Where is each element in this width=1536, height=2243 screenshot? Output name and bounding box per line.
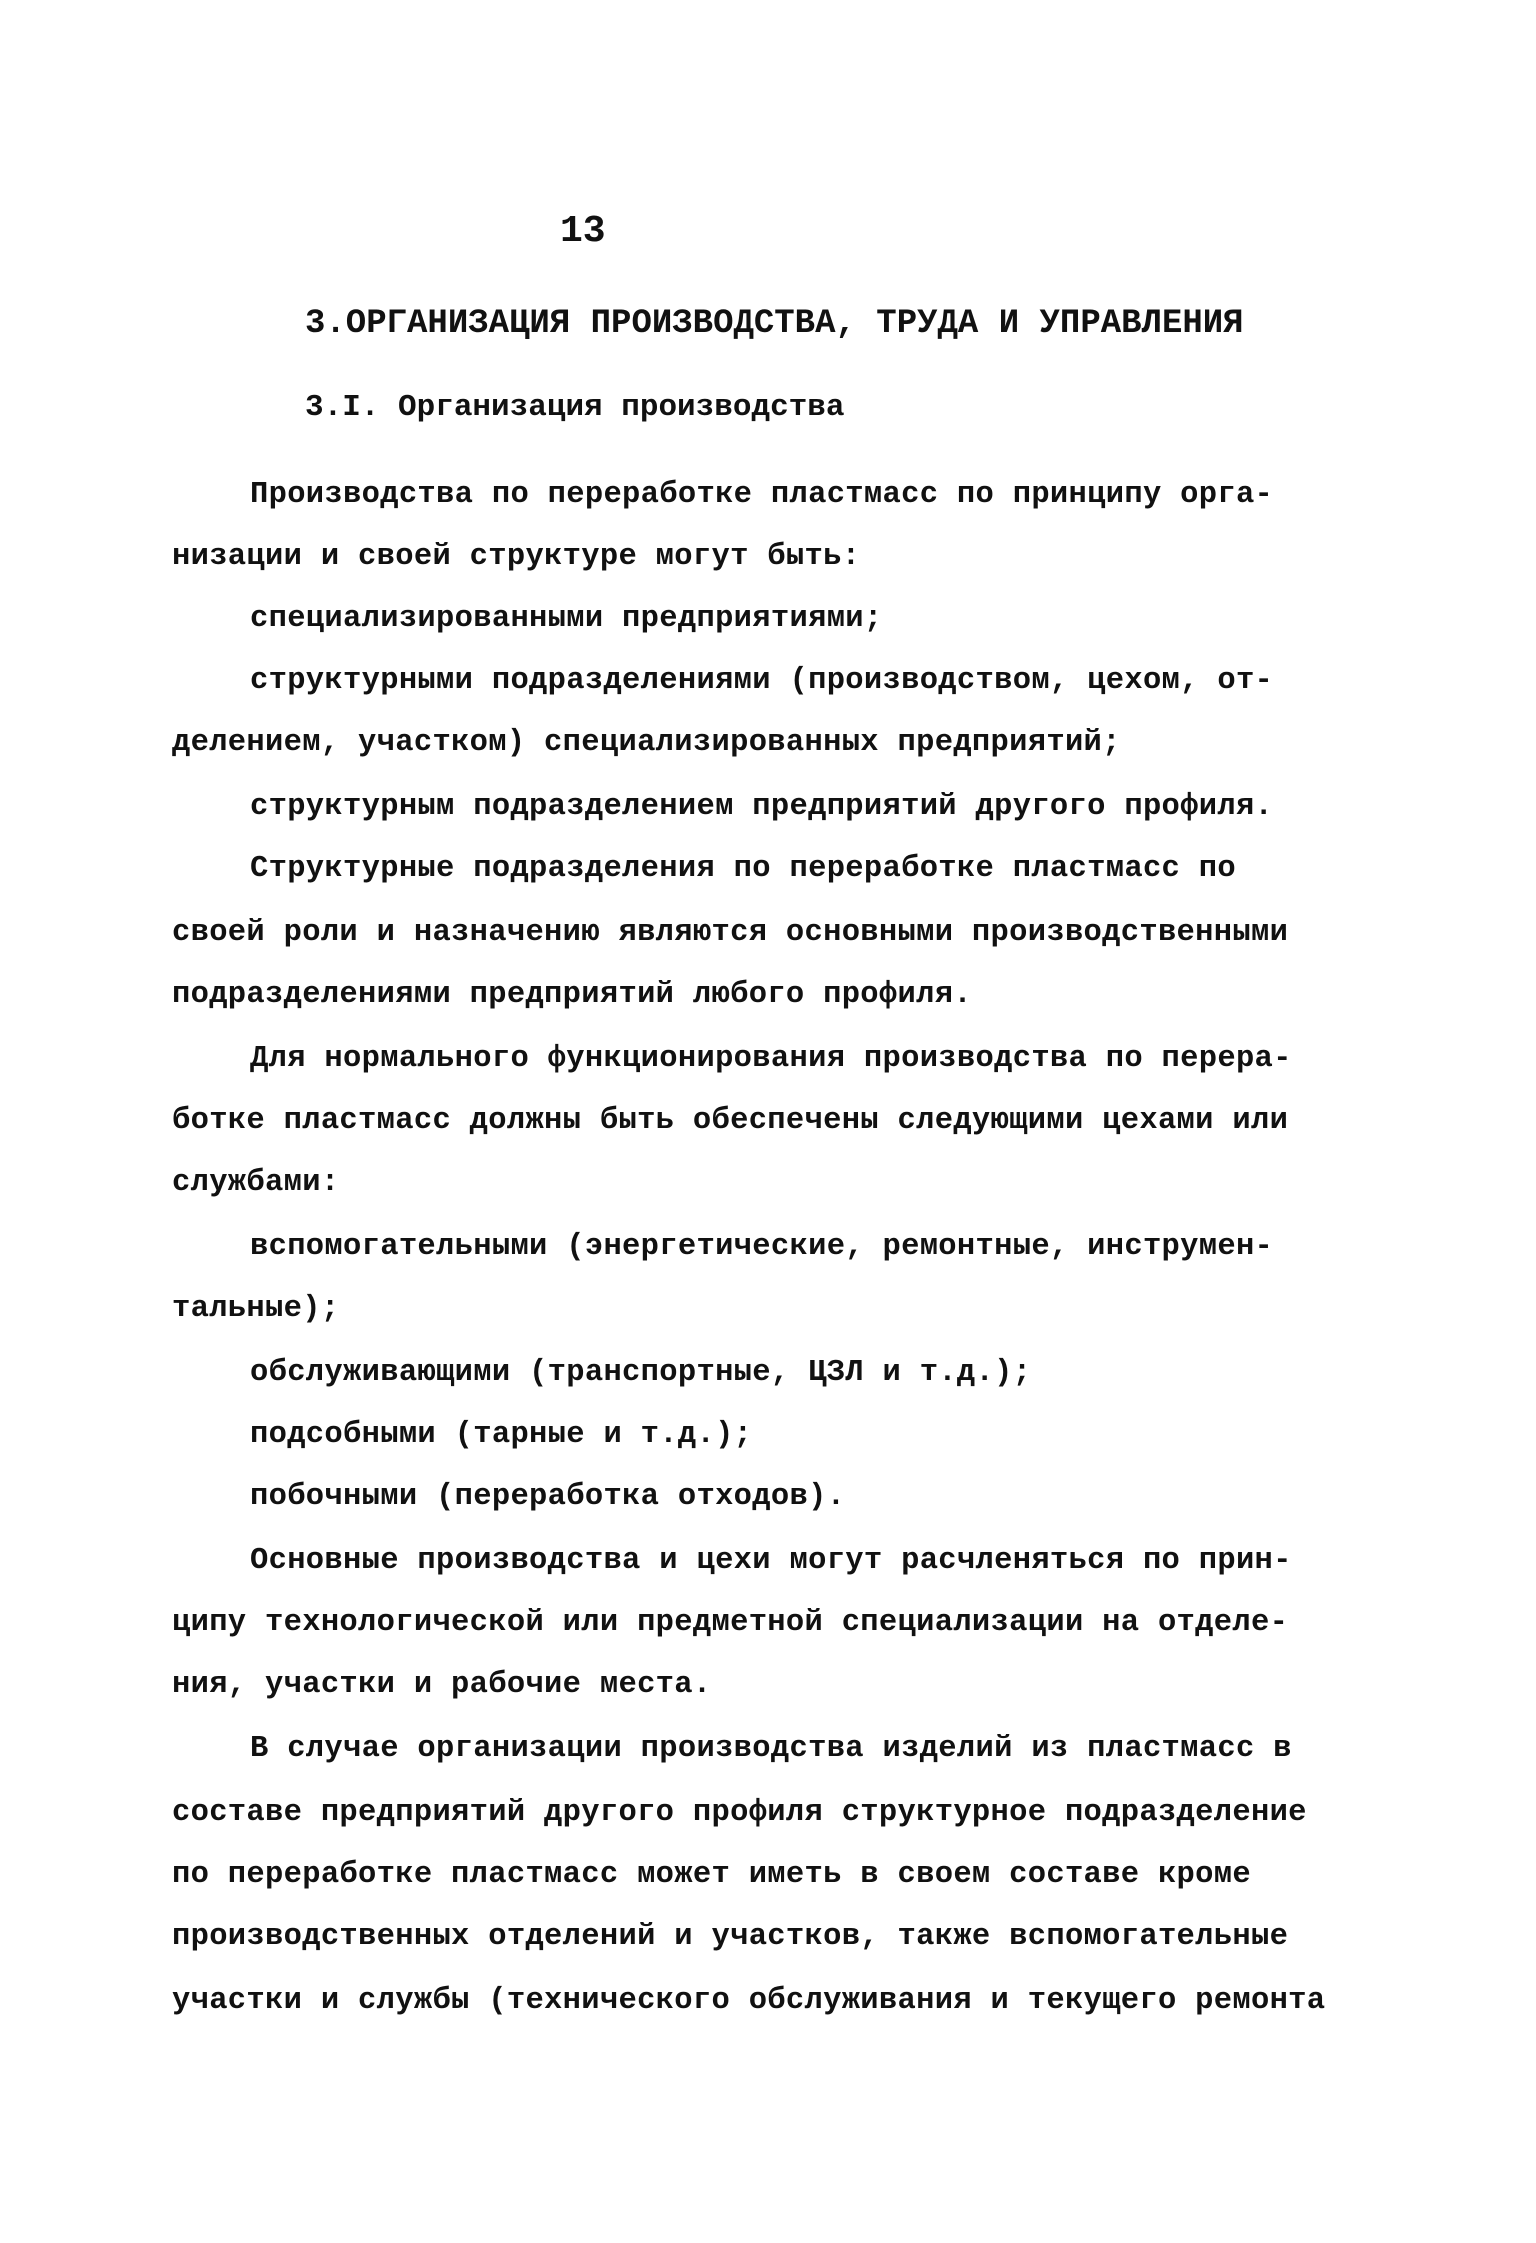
section-title: 3.I. Организация производства bbox=[305, 390, 845, 425]
text-line: Структурные подразделения по переработке пластмасс по bbox=[250, 852, 1236, 886]
text-line: по переработке пластмасс может иметь в своем составе кроме bbox=[172, 1858, 1251, 1892]
text-line: своей роли и назначению являются основными производственными bbox=[172, 916, 1289, 950]
text-line: подсобными (тарные и т.д.); bbox=[250, 1418, 753, 1452]
text-line: службами: bbox=[172, 1166, 340, 1200]
text-line: делением, участком) специализированных предприятий; bbox=[172, 726, 1121, 760]
text-line: структурным подразделением предприятий другого профиля. bbox=[250, 790, 1274, 824]
text-line: структурными подразделениями (производством, цехом, от- bbox=[250, 664, 1274, 698]
text-line: тальные); bbox=[172, 1292, 340, 1326]
text-line: ципу технологической или предметной специализации на отделе- bbox=[172, 1606, 1289, 1640]
text-line: ния, участки и рабочие места. bbox=[172, 1668, 712, 1702]
text-line: производственных отделений и участков, также вспомогательные bbox=[172, 1920, 1289, 1954]
text-line: ботке пластмасс должны быть обеспечены следующими цехами или bbox=[172, 1104, 1289, 1138]
text-line: низации и своей структуре могут быть: bbox=[172, 540, 861, 574]
text-line: В случае организации производства изделий из пластмасс в bbox=[250, 1732, 1292, 1766]
text-line: побочными (переработка отходов). bbox=[250, 1480, 846, 1514]
text-line: Для нормального функционирования производства по перера- bbox=[250, 1042, 1292, 1076]
text-line: участки и службы (технического обслуживания и текущего ремонта bbox=[172, 1984, 1326, 2018]
page-number: 13 bbox=[560, 210, 606, 253]
text-line: Основные производства и цехи могут расчленяться по прин- bbox=[250, 1544, 1292, 1578]
text-line: специализированными предприятиями; bbox=[250, 602, 883, 636]
text-line: обслуживающими (транспортные, ЦЗЛ и т.д.); bbox=[250, 1356, 1032, 1390]
chapter-title: 3.ОРГАНИЗАЦИЯ ПРОИЗВОДСТВА, ТРУДА И УПРАВЛЕНИЯ bbox=[305, 305, 1244, 343]
text-line: вспомогательными (энергетические, ремонтные, инструмен- bbox=[250, 1230, 1274, 1264]
text-line: подразделениями предприятий любого профиля. bbox=[172, 978, 972, 1012]
text-line: составе предприятий другого профиля структурное подразделение bbox=[172, 1796, 1307, 1830]
text-line: Производства по переработке пластмасс по принципу орга- bbox=[250, 478, 1274, 512]
